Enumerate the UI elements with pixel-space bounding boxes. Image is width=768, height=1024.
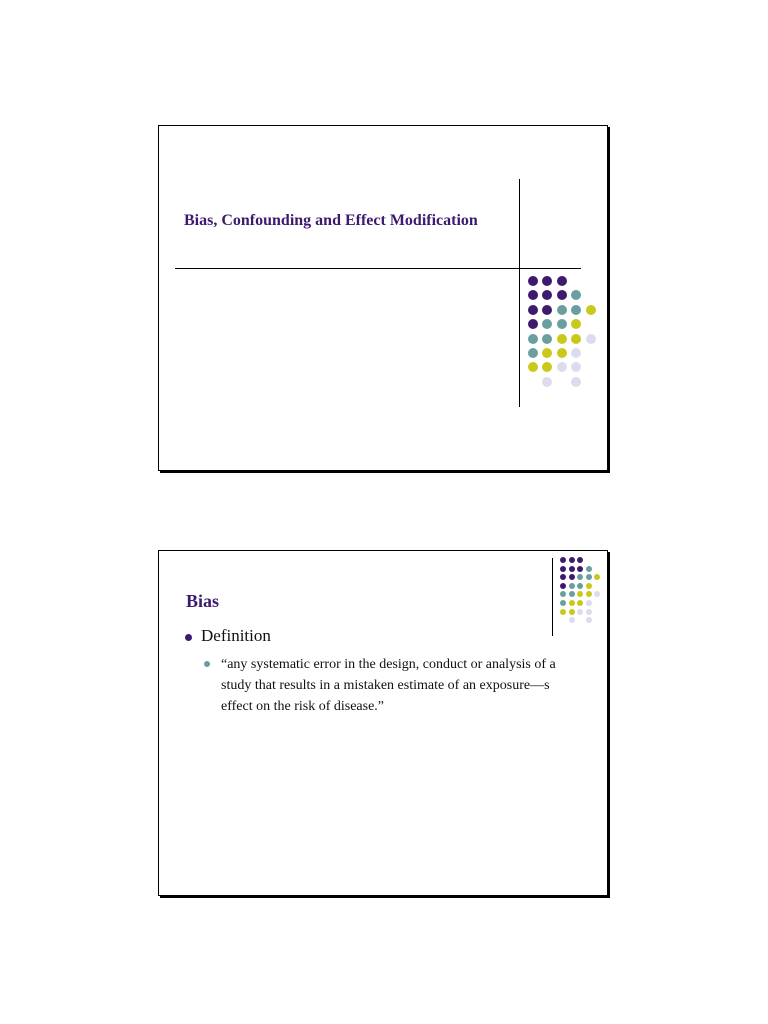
- dot: [594, 591, 600, 597]
- vertical-rule: [519, 179, 520, 407]
- dot: [528, 362, 538, 372]
- dot: [542, 276, 552, 286]
- dot: [569, 617, 575, 623]
- dot: [586, 305, 596, 315]
- dot: [571, 362, 581, 372]
- sub-bullet-text: “any systematic error in the design, conduct or analysis of a study that results in a mistaken estimate of an exposure—s effect on the risk of disease.”: [221, 657, 556, 714]
- dot: [569, 557, 575, 563]
- dot: [528, 305, 538, 315]
- horizontal-rule: [175, 268, 581, 269]
- dot: [577, 574, 583, 580]
- dot: [586, 609, 592, 615]
- dot: [571, 377, 581, 387]
- dot: [571, 348, 581, 358]
- dot: [577, 609, 583, 615]
- dot: [557, 290, 567, 300]
- dot: [528, 290, 538, 300]
- dot: [569, 583, 575, 589]
- dot: [560, 600, 566, 606]
- dot: [577, 591, 583, 597]
- title-slide: [158, 125, 608, 471]
- dot: [569, 609, 575, 615]
- dot: [560, 557, 566, 563]
- bullet-text: Definition: [201, 626, 271, 645]
- slide-title: Bias: [186, 591, 220, 611]
- dot: [586, 600, 592, 606]
- dot: [557, 276, 567, 286]
- dot: [571, 305, 581, 315]
- content-slide: [158, 550, 608, 896]
- dot: [560, 591, 566, 597]
- dot: [586, 574, 592, 580]
- dot: [586, 617, 592, 623]
- dot: [542, 334, 552, 344]
- dot: [542, 348, 552, 358]
- bullet-icon: [185, 634, 192, 641]
- dot: [569, 591, 575, 597]
- slide-title: Bias, Confounding and Effect Modification: [184, 212, 478, 229]
- dot: [557, 305, 567, 315]
- dot: [542, 319, 552, 329]
- dot: [528, 276, 538, 286]
- dot: [569, 574, 575, 580]
- dot: [586, 583, 592, 589]
- dot: [560, 609, 566, 615]
- dot: [557, 362, 567, 372]
- dot: [557, 348, 567, 358]
- dot: [557, 319, 567, 329]
- sub-bullet-icon: [204, 661, 210, 667]
- dot: [577, 600, 583, 606]
- dot: [569, 600, 575, 606]
- dot: [542, 377, 552, 387]
- dot: [571, 319, 581, 329]
- sub-bullet-item: [204, 654, 584, 717]
- dot: [560, 566, 566, 572]
- dot: [528, 334, 538, 344]
- vertical-rule: [552, 558, 553, 636]
- dot: [571, 290, 581, 300]
- dot: [594, 574, 600, 580]
- dot: [586, 566, 592, 572]
- dot: [571, 334, 581, 344]
- dot: [542, 362, 552, 372]
- dot: [577, 583, 583, 589]
- dot: [542, 305, 552, 315]
- dot: [528, 319, 538, 329]
- dot: [560, 583, 566, 589]
- bullet-item: [185, 626, 271, 646]
- dot: [542, 290, 552, 300]
- dot: [586, 591, 592, 597]
- dot: [577, 566, 583, 572]
- dot: [557, 334, 567, 344]
- dot: [586, 334, 596, 344]
- dot: [560, 574, 566, 580]
- dot: [569, 566, 575, 572]
- dot: [528, 348, 538, 358]
- dot: [577, 557, 583, 563]
